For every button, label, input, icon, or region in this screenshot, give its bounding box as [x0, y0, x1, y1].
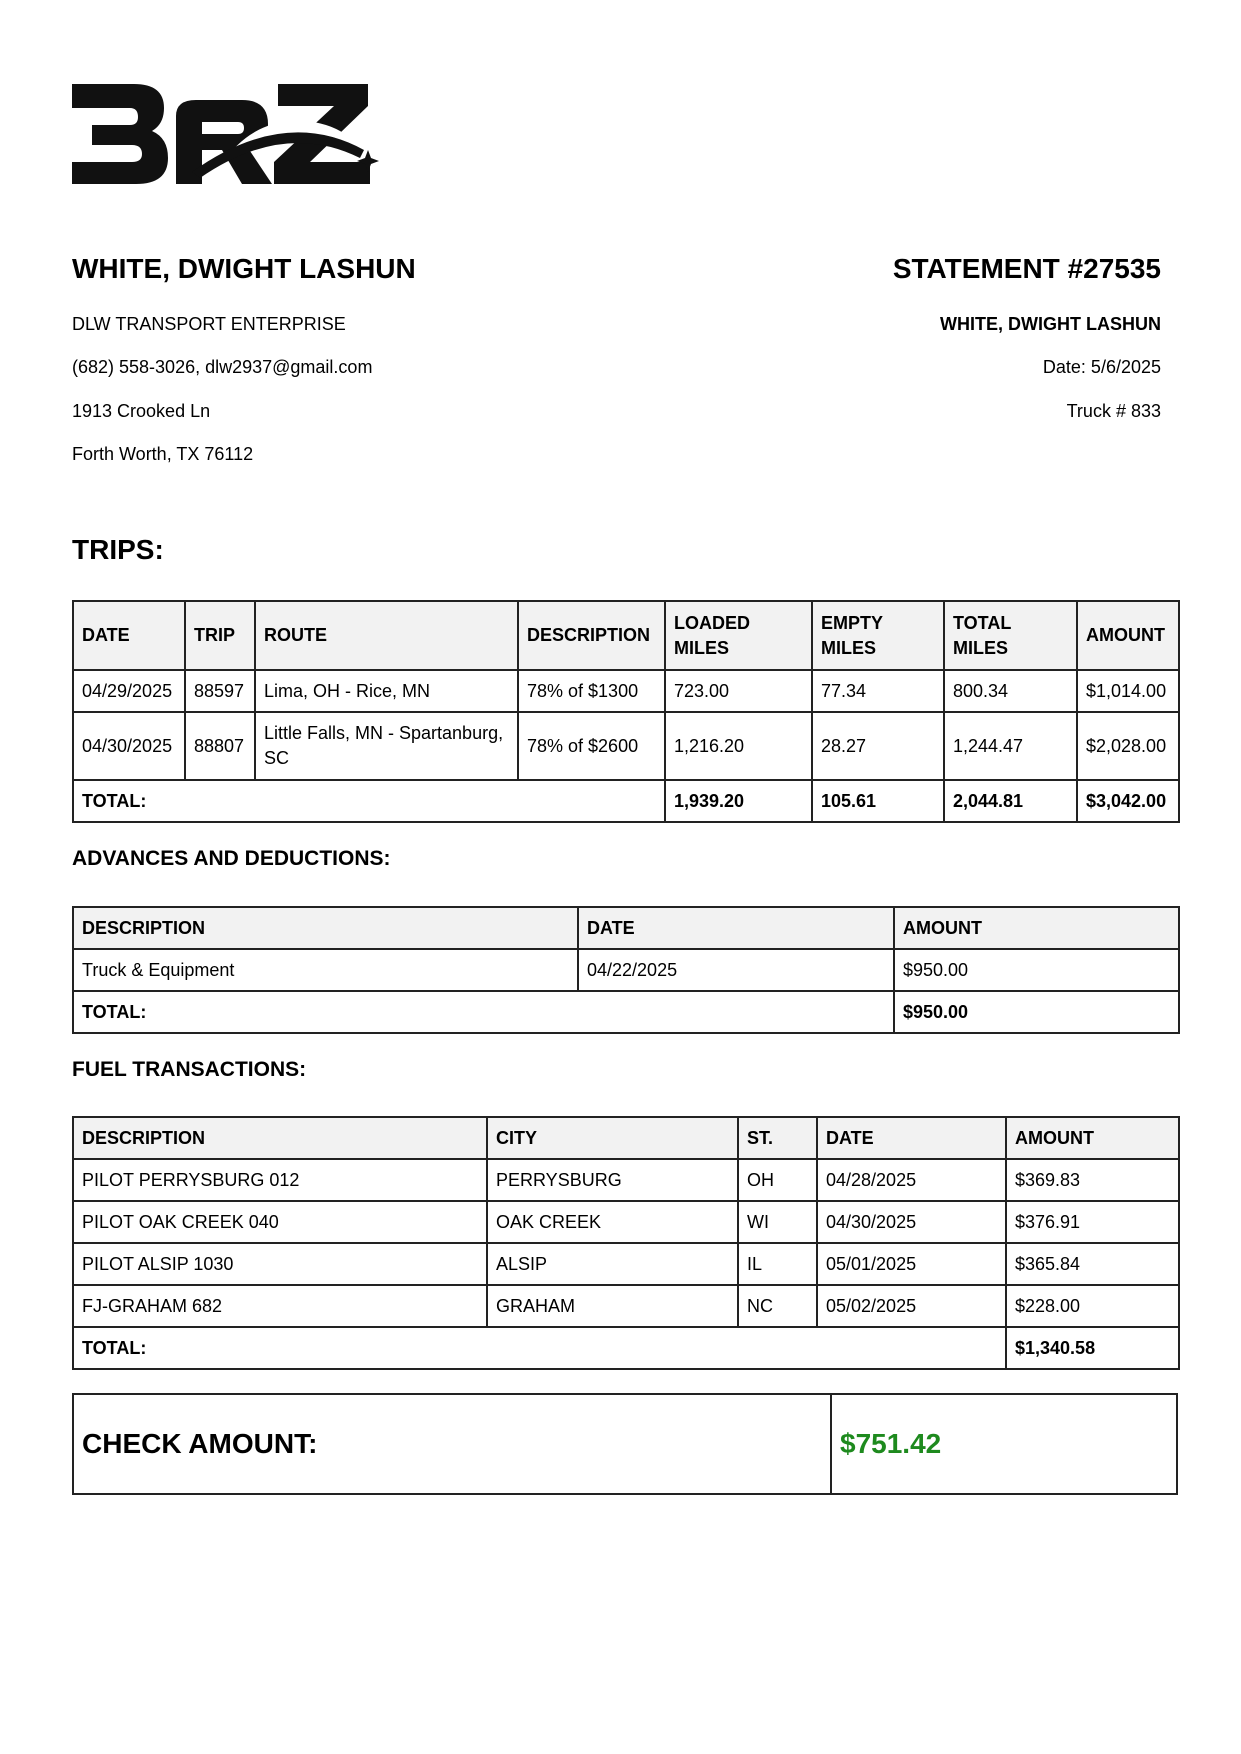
fuel-amount: $376.91 — [1006, 1201, 1179, 1243]
advances-header-row — [73, 907, 1179, 949]
column-header: DATE — [578, 907, 894, 949]
trips-header-row — [73, 601, 1179, 670]
driver-contact: (682) 558-3026, dlw2937@gmail.com — [72, 357, 373, 377]
trip-loaded-miles: 1,216.20 — [665, 712, 812, 780]
trip-route: Lima, OH - Rice, MN — [255, 670, 518, 712]
driver-address-line1: 1913 Crooked Ln — [72, 401, 211, 421]
statement-date: Date: 5/6/2025 — [1042, 357, 1161, 377]
trip-empty-miles: 28.27 — [812, 712, 944, 780]
driver-info — [72, 252, 632, 464]
column-header: CITY — [487, 1117, 738, 1159]
total-advances-amount: $950.00 — [894, 991, 1179, 1033]
column-header: AMOUNT — [1077, 601, 1179, 670]
fuel-description: FJ-GRAHAM 682 — [73, 1285, 487, 1327]
column-header: ST. — [738, 1117, 817, 1159]
trip-description: 78% of $1300 — [518, 670, 665, 712]
check-amount-box — [72, 1393, 1178, 1495]
fuel-amount: $369.83 — [1006, 1159, 1179, 1201]
total-empty-miles: 105.61 — [812, 780, 944, 822]
fuel-state: IL — [738, 1243, 817, 1285]
column-header: ROUTE — [255, 601, 518, 670]
fuel-date: 04/28/2025 — [817, 1159, 1006, 1201]
trips-table — [72, 600, 1180, 823]
advance-date: 04/22/2025 — [578, 949, 894, 991]
advances-table — [72, 906, 1180, 1034]
column-header: EMPTY MILES — [812, 601, 944, 670]
check-amount-label: CHECK AMOUNT: — [82, 1428, 318, 1459]
fuel-city: ALSIP — [487, 1243, 738, 1285]
column-header: DATE — [73, 601, 185, 670]
check-amount-value: $751.42 — [840, 1428, 942, 1459]
fuel-city: PERRYSBURG — [487, 1159, 738, 1201]
table-row — [73, 1201, 1179, 1243]
trip-amount: $2,028.00 — [1077, 712, 1179, 780]
fuel-description: PILOT PERRYSBURG 012 — [73, 1159, 487, 1201]
total-label: TOTAL: — [73, 1327, 1006, 1369]
trip-empty-miles: 77.34 — [812, 670, 944, 712]
driver-address-line2: Forth Worth, TX 76112 — [72, 444, 254, 464]
trip-amount: $1,014.00 — [1077, 670, 1179, 712]
fuel-city: GRAHAM — [487, 1285, 738, 1327]
trip-number: 88597 — [185, 670, 255, 712]
advances-total-row — [73, 991, 1179, 1033]
fuel-state: OH — [738, 1159, 817, 1201]
fuel-total-row — [73, 1327, 1179, 1369]
table-row — [73, 949, 1179, 991]
column-header: DESCRIPTION — [518, 601, 665, 670]
trip-total-miles: 800.34 — [944, 670, 1077, 712]
total-label: TOTAL: — [73, 991, 894, 1033]
trip-number: 88807 — [185, 712, 255, 780]
table-row — [73, 1243, 1179, 1285]
table-row — [73, 712, 1179, 780]
column-header: DATE — [817, 1117, 1006, 1159]
column-header: AMOUNT — [1006, 1117, 1179, 1159]
total-fuel-amount: $1,340.58 — [1006, 1327, 1179, 1369]
fuel-title: FUEL TRANSACTIONS: — [72, 1058, 307, 1081]
driver-name: WHITE, DWIGHT LASHUN — [72, 253, 416, 284]
fuel-state: NC — [738, 1285, 817, 1327]
truck-number: Truck # 833 — [1066, 401, 1161, 421]
column-header: LOADED MILES — [665, 601, 812, 670]
column-header: TOTAL MILES — [944, 601, 1077, 670]
fuel-table — [72, 1116, 1180, 1370]
statement-info — [601, 252, 1161, 421]
brz-logo — [72, 78, 382, 190]
table-row — [73, 1159, 1179, 1201]
fuel-state: WI — [738, 1201, 817, 1243]
trip-total-miles: 1,244.47 — [944, 712, 1077, 780]
trip-loaded-miles: 723.00 — [665, 670, 812, 712]
statement-title: STATEMENT #27535 — [892, 253, 1161, 284]
fuel-date: 04/30/2025 — [817, 1201, 1006, 1243]
total-trip-amount: $3,042.00 — [1077, 780, 1179, 822]
trips-total-row — [73, 780, 1179, 822]
table-row — [73, 670, 1179, 712]
column-header: DESCRIPTION — [73, 1117, 487, 1159]
trip-date: 04/30/2025 — [73, 712, 185, 780]
column-header: DESCRIPTION — [73, 907, 578, 949]
advances-title: ADVANCES AND DEDUCTIONS: — [72, 847, 391, 870]
trip-date: 04/29/2025 — [73, 670, 185, 712]
total-loaded-miles: 1,939.20 — [665, 780, 812, 822]
total-miles: 2,044.81 — [944, 780, 1077, 822]
trips-title: TRIPS: — [72, 534, 164, 565]
trip-description: 78% of $2600 — [518, 712, 665, 780]
statement-driver-name: WHITE, DWIGHT LASHUN — [940, 314, 1161, 334]
fuel-amount: $365.84 — [1006, 1243, 1179, 1285]
column-header: AMOUNT — [894, 907, 1179, 949]
advance-amount: $950.00 — [894, 949, 1179, 991]
total-label: TOTAL: — [73, 780, 665, 822]
driver-company: DLW TRANSPORT ENTERPRISE — [72, 314, 346, 334]
trip-route: Little Falls, MN - Spartanburg, SC — [255, 712, 518, 780]
table-row — [73, 1285, 1179, 1327]
fuel-city: OAK CREEK — [487, 1201, 738, 1243]
fuel-date: 05/01/2025 — [817, 1243, 1006, 1285]
fuel-amount: $228.00 — [1006, 1285, 1179, 1327]
fuel-header-row — [73, 1117, 1179, 1159]
divider — [830, 1395, 832, 1493]
fuel-date: 05/02/2025 — [817, 1285, 1006, 1327]
advance-description: Truck & Equipment — [73, 949, 578, 991]
fuel-description: PILOT ALSIP 1030 — [73, 1243, 487, 1285]
column-header: TRIP — [185, 601, 255, 670]
fuel-description: PILOT OAK CREEK 040 — [73, 1201, 487, 1243]
